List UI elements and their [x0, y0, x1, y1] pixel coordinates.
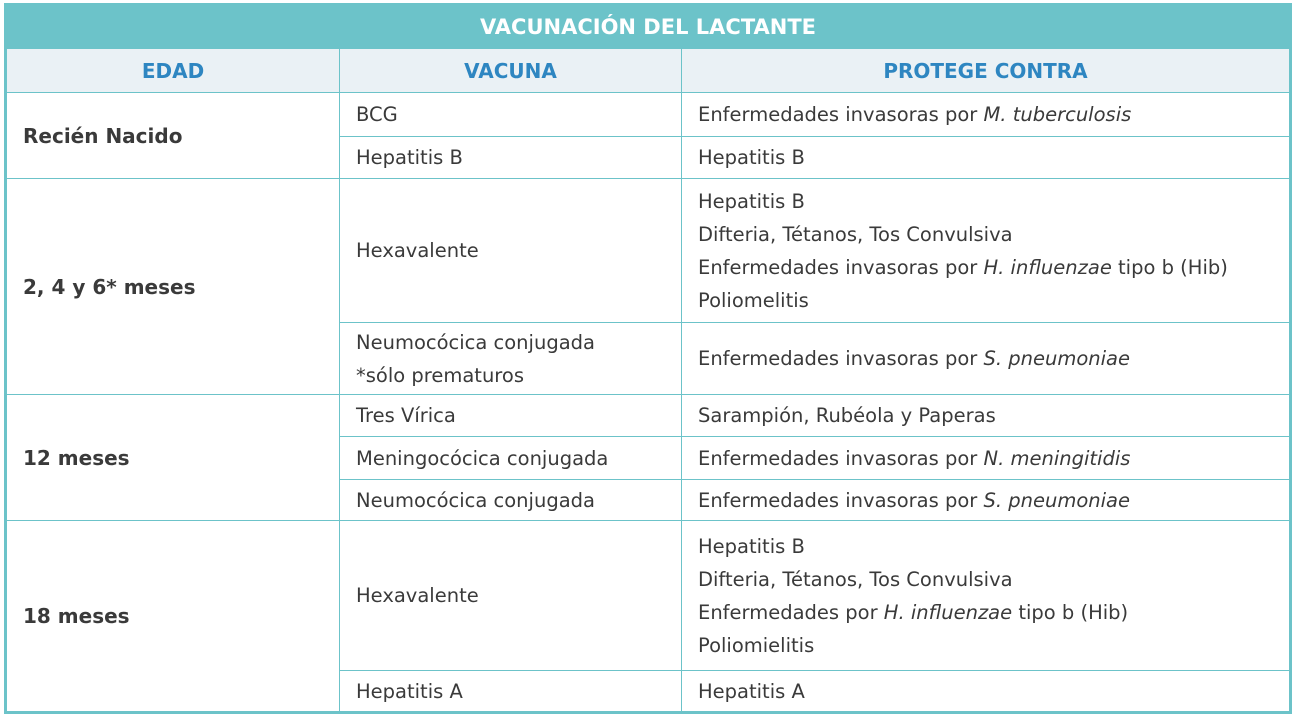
vaccine-line: Neumocócica conjugada	[356, 330, 595, 354]
table-row	[7, 179, 1290, 323]
pathogen-name: H. influenzae	[983, 255, 1112, 279]
pathogen-name: S. pneumoniae	[983, 488, 1131, 512]
table-row	[7, 93, 1290, 137]
vaccine-cell	[340, 179, 682, 323]
protects-cell	[682, 137, 1290, 179]
vaccine-line: Hepatitis B	[356, 146, 463, 169]
age-cell: 12 meses	[7, 395, 340, 521]
protects-line: Enfermedades invasoras por S. pneumoniae	[698, 347, 1131, 370]
vaccine-line: Neumocócica conjugada	[356, 488, 595, 512]
vaccine-line: Hexavalente	[356, 584, 479, 607]
protects-line: Hepatitis B	[698, 146, 805, 169]
header-vaccine: VACUNA	[340, 49, 682, 93]
vaccine-cell	[340, 395, 682, 437]
protects-line: Poliomielitis	[698, 633, 815, 657]
vaccination-table-card	[4, 3, 1292, 714]
header-age: EDAD	[7, 49, 340, 93]
protects-line: Enfermedades invasoras por M. tuberculosis	[698, 103, 1132, 126]
protects-cell	[682, 671, 1290, 712]
vaccine-cell	[340, 137, 682, 179]
protects-line: Hepatitis B	[698, 534, 805, 558]
vaccination-table	[6, 5, 1290, 712]
protects-cell	[682, 437, 1290, 480]
vaccine-cell	[340, 671, 682, 712]
vaccine-cell	[340, 323, 682, 395]
protects-line: Poliomelitis	[698, 288, 809, 312]
vaccine-line: *sólo prematuros	[356, 363, 524, 387]
vaccine-line: Hexavalente	[356, 239, 479, 262]
protects-line: Enfermedades invasoras por H. influenzae tipo b (Hib)	[698, 255, 1228, 279]
vaccine-cell	[340, 521, 682, 671]
vaccine-line: Tres Vírica	[356, 404, 456, 427]
table-row	[7, 521, 1290, 671]
age-cell: Recién Nacido	[7, 93, 340, 179]
age-cell: 18 meses	[7, 521, 340, 712]
vaccine-line: BCG	[356, 103, 398, 126]
protects-cell	[682, 480, 1290, 521]
table-body	[7, 93, 1290, 712]
pathogen-name: S. pneumoniae	[983, 347, 1131, 370]
pathogen-name: H. influenzae	[883, 600, 1013, 624]
pathogen-name: N. meningitidis	[983, 446, 1131, 470]
protects-cell	[682, 179, 1290, 323]
table-row	[7, 395, 1290, 437]
pathogen-name: M. tuberculosis	[983, 103, 1132, 126]
protects-cell	[682, 521, 1290, 671]
protects-line: Difteria, Tétanos, Tos Convulsiva	[698, 567, 1013, 591]
protects-line: Hepatitis A	[698, 679, 805, 703]
protects-line: Difteria, Tétanos, Tos Convulsiva	[698, 222, 1013, 246]
vaccine-cell	[340, 93, 682, 137]
protects-cell	[682, 395, 1290, 437]
table-title: VACUNACIÓN DEL LACTANTE	[7, 6, 1290, 49]
header-protects: PROTEGE CONTRA	[682, 49, 1290, 93]
protects-cell	[682, 323, 1290, 395]
protects-cell	[682, 93, 1290, 137]
vaccine-line: Meningocócica conjugada	[356, 446, 609, 470]
vaccine-cell	[340, 437, 682, 480]
protects-line: Enfermedades invasoras por S. pneumoniae	[698, 488, 1131, 512]
age-cell: 2, 4 y 6* meses	[7, 179, 340, 395]
protects-line: Enfermedades por H. influenzae tipo b (Hib)	[698, 600, 1129, 624]
vaccine-line: Hepatitis A	[356, 679, 463, 703]
protects-line: Sarampión, Rubéola y Paperas	[698, 404, 996, 427]
protects-line: Hepatitis B	[698, 189, 805, 213]
protects-line: Enfermedades invasoras por N. meningitidis	[698, 446, 1131, 470]
vaccine-cell	[340, 480, 682, 521]
